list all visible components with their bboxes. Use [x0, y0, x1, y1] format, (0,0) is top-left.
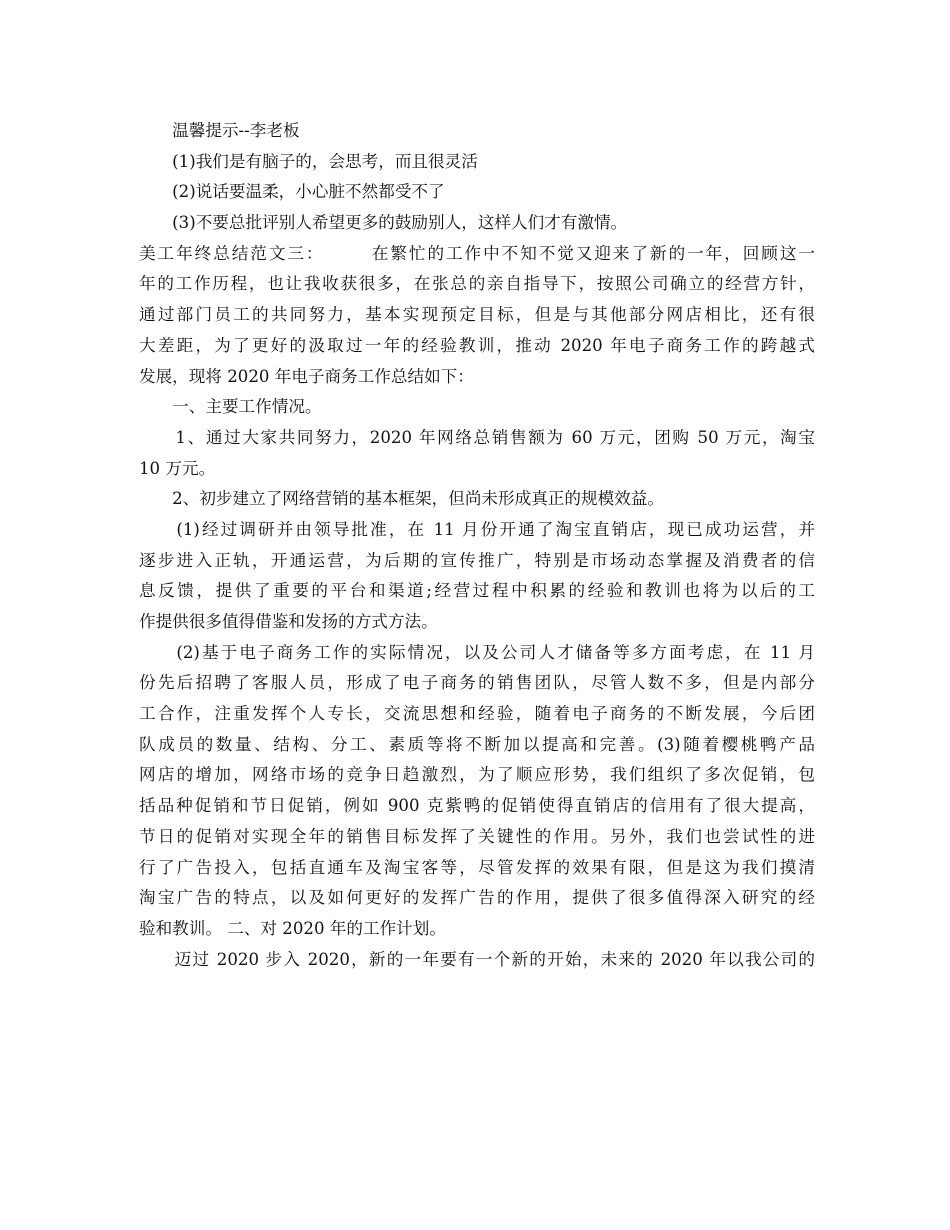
text-line: 通过部门员工的共同努力，基本实现预定目标，但是与其他部分网店相比，还有很: [139, 305, 815, 325]
text-line: 大差距，为了更好的汲取过一年的经验教训，推动 2020 年电子商务工作的跨越式: [139, 335, 815, 355]
text-line: 10 万元。: [139, 458, 216, 478]
text-line: 份先后招聘了客服人员，形成了电子商务的销售团队，尽管人数不多，但是内部分: [139, 673, 815, 693]
text-line: 网店的增加，网络市场的竞争日趋激烈，为了顺应形势，我们组织了多次促销，包: [139, 765, 815, 785]
text-line: 年的工作历程，也让我收获很多，在张总的亲自指导下，按照公司确立的经营方针，: [139, 274, 815, 294]
text-line: (2)说话要温柔，小心脏不然都受不了: [139, 182, 445, 202]
text-line: (2)基于电子商务工作的实际情况，以及公司人才储备等多方面考虑，在 11 月: [139, 642, 815, 662]
text-line: 温馨提示--李老板: [139, 121, 300, 140]
document-body: [139, 116, 815, 975]
text-line: 一、主要工作情况。: [139, 397, 322, 417]
text-line: 括品种促销和节日促销，例如 900 克紫鸭的促销使得直销店的信用有了很大提高，: [139, 796, 815, 816]
text-line: 作提供很多值得借鉴和发扬的方式方法。: [139, 612, 438, 631]
text-line: (3)不要总批评别人希望更多的鼓励别人，这样人们才有激情。: [139, 213, 628, 233]
text-line: 发展，现将 2020 年电子商务工作总结如下：: [139, 366, 474, 386]
text-line: 队成员的数量、结构、分工、素质等将不断加以提高和完善。(3)随着樱桃鸭产品: [139, 734, 815, 754]
text-line: 节日的促销对实现全年的销售目标发挥了关键性的作用。另外，我们也尝试性的进: [139, 826, 815, 846]
text-line: 1、通过大家共同努力，2020 年网络总销售额为 60 万元，团购 50 万元，淘宝: [139, 427, 815, 447]
text-line: 工合作，注重发挥个人专长，交流思想和经验，随着电子商务的不断发展，今后团: [139, 704, 815, 724]
text-line: (1)我们是有脑子的，会思考，而且很灵活: [139, 151, 478, 171]
text-line: 息反馈，提供了重要的平台和渠道;经营过程中积累的经验和教训也将为以后的工: [139, 581, 815, 601]
text-line: 行了广告投入，包括直通车及淘宝客等，尽管发挥的效果有限，但是这为我们摸清: [139, 857, 815, 877]
text-line: 淘宝广告的特点，以及如何更好的发挥广告的作用，提供了很多值得深入研究的经: [139, 888, 815, 908]
text-line: 验和教训。 二、对 2020 年的工作计划。: [139, 918, 446, 938]
text-line: 美工年终总结范文三： 在繁忙的工作中不知不觉又迎来了新的一年，回顾这一: [139, 243, 815, 263]
text-line: (1)经过调研并由领导批准，在 11 月份开通了淘宝直销店，现已成功运营，并: [139, 519, 815, 539]
text-line: 迈过 2020 步入 2020，新的一年要有一个新的开始，未来的 2020 年以我公司的: [139, 949, 815, 969]
text-line: 2、初步建立了网络营销的基本框架，但尚未形成真正的规模效益。: [139, 489, 664, 509]
text-line: 逐步进入正轨，开通运营，为后期的宣传推广，特别是市场动态掌握及消费者的信: [139, 550, 815, 570]
